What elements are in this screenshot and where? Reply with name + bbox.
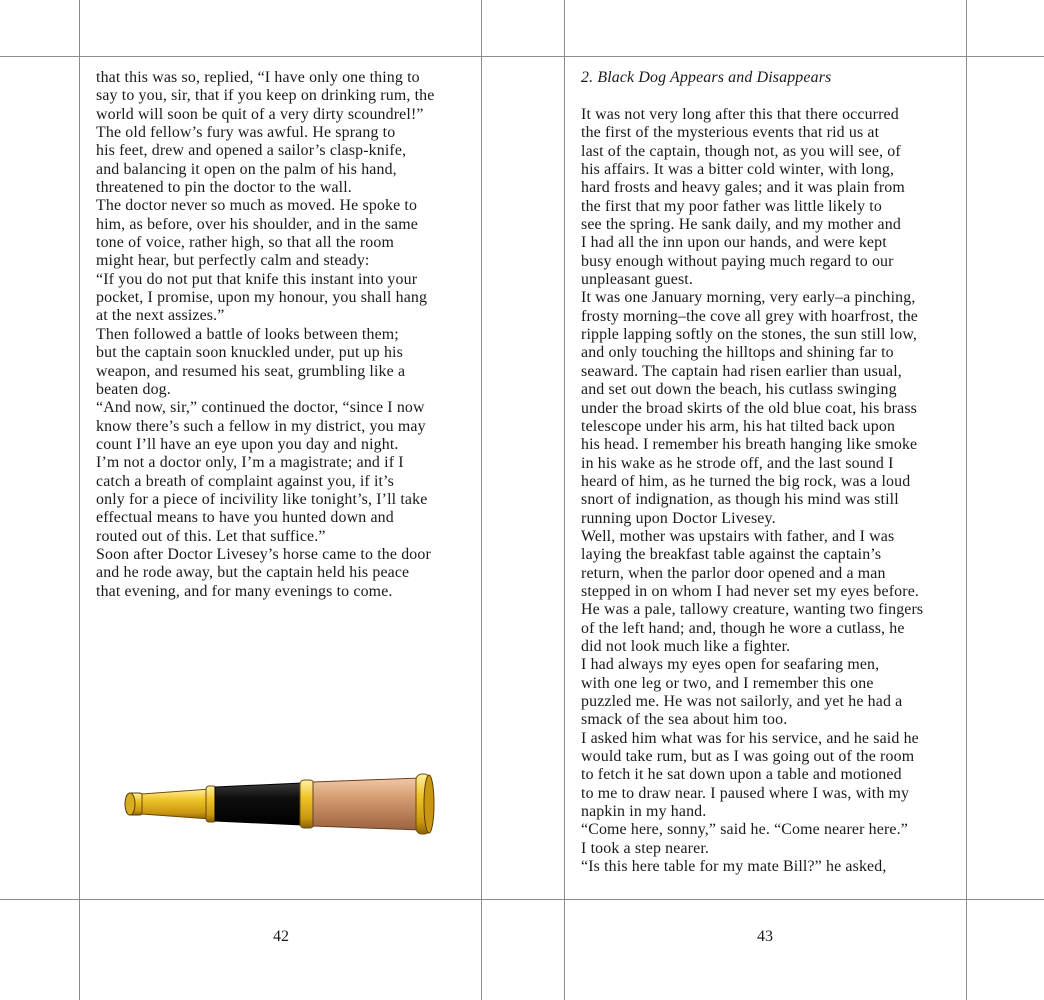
text-line: threatened to pin the doctor to the wall. [96, 179, 352, 197]
right-page-text [581, 106, 953, 876]
text-line: napkin in my hand. [581, 803, 707, 821]
text-line: only for a piece of incivility like tonight’s, I’ll take [96, 490, 428, 508]
page-number: 42 [273, 928, 289, 945]
chapter-heading: 2. Black Dog Appears and Disappears [581, 69, 832, 86]
text-line: telescope under his arm, his hat tilted back upon [581, 417, 896, 435]
text-line: and only touching the hilltops and shining far to [581, 344, 894, 362]
text-line: “And now, sir,” continued the doctor, “since I now [96, 399, 425, 417]
text-line: his feet, drew and opened a sailor’s clasp-knife, [96, 142, 407, 160]
text-line: “If you do not put that knife this instant into your [96, 270, 418, 288]
text-line: “Come here, sonny,” said he. “Come nearer here.” [581, 821, 908, 839]
text-line: He was a pale, tallowy creature, wanting two fingers [581, 601, 924, 619]
text-line: at the next assizes.” [96, 307, 225, 325]
page-number: 43 [757, 928, 773, 945]
text-line: unpleasant guest. [581, 271, 693, 289]
text-line: his head. I remember his breath hanging like smoke [581, 436, 918, 454]
text-line: snort of indignation, as though his mind was still [581, 491, 899, 509]
text-line: The old fellow’s fury was awful. He sprang to [96, 124, 396, 142]
text-line: catch a breath of complaint against you, if it’s [96, 472, 394, 490]
trim-line [79, 0, 80, 1000]
text-line: running upon Doctor Livesey. [581, 509, 776, 527]
text-line: but the captain soon knuckled under, put up his [96, 344, 403, 362]
text-line: seaward. The captain had risen earlier than usual, [581, 362, 902, 380]
text-line: with one leg or two, and I remember this one [581, 674, 874, 692]
text-line: might hear, but perfectly calm and steady: [96, 252, 370, 270]
text-line: that this was so, replied, “I have only one thing to [96, 69, 420, 86]
text-line: It was not very long after this that there occurred [581, 106, 899, 123]
text-line: beaten dog. [96, 380, 171, 398]
text-line: the first that my poor father was little likely to [581, 197, 882, 215]
text-line: I took a step nearer. [581, 839, 710, 857]
trim-line [966, 0, 967, 1000]
text-line: to fetch it he sat down upon a table and motioned [581, 766, 902, 784]
text-line: and he rode away, but the captain held his peace [96, 564, 410, 582]
text-line: Soon after Doctor Livesey’s horse came to the door [96, 545, 431, 563]
text-line: heard of him, as he turned the big rock, was a loud [581, 472, 911, 490]
text-line: smack of the sea about him too. [581, 711, 788, 729]
text-line: and balancing it open on the palm of his hand, [96, 160, 397, 178]
text-line: return, when the parlor door opened and a man [581, 564, 886, 582]
text-line: tone of voice, rather high, so that all the room [96, 234, 395, 252]
text-line: effectual means to have you hunted down and [96, 509, 394, 527]
text-line: under the broad skirts of the old blue coat, his brass [581, 399, 917, 417]
text-line: I had always my eyes open for seafaring men, [581, 656, 880, 674]
text-line: did not look much like a fighter. [581, 637, 791, 655]
text-line: in his wake as he strode off, and the last sound I [581, 454, 894, 472]
trim-line [0, 56, 1044, 57]
text-line: frosty morning–the cove all grey with hoarfrost, the [581, 307, 919, 325]
text-line: would take rum, but as I was going out of the room [581, 748, 915, 766]
text-line: know there’s such a fellow in my district, you may [96, 417, 426, 435]
text-line: his affairs. It was a bitter cold winter, with long, [581, 161, 895, 179]
text-line: last of the captain, though not, as you will see, of [581, 142, 901, 160]
text-line: hard frosts and heavy gales; and it was plain from [581, 179, 905, 197]
text-line: Well, mother was upstairs with father, and I was [581, 527, 895, 545]
text-line: laying the breakfast table against the captain’s [581, 546, 882, 564]
text-line: I’m not a doctor only, I’m a magistrate; and if I [96, 454, 404, 472]
text-line: that evening, and for many evenings to come. [96, 582, 393, 600]
text-line: busy enough without paying much regard to our [581, 252, 894, 270]
spyglass-icon [120, 772, 440, 840]
text-line: the first of the mysterious events that rid us at [581, 124, 880, 142]
trim-line [564, 0, 565, 1000]
text-line: puzzled me. He was not sailorly, and yet he had a [581, 693, 903, 710]
text-line: count I’ll have an eye upon you day and night. [96, 435, 399, 453]
trim-line [481, 0, 482, 1000]
text-line: weapon, and resumed his seat, grumbling like a [96, 362, 406, 380]
text-line: pocket, I promise, upon my honour, you shall hang [96, 289, 428, 307]
text-line: to me to draw near. I paused where I was, with my [581, 784, 910, 802]
text-line: say to you, sir, that if you keep on drinking rum, the [96, 87, 435, 105]
text-line: and set out down the beach, his cutlass swinging [581, 381, 897, 399]
text-line: I asked him what was for his service, and he said he [581, 729, 919, 747]
text-line: world will soon be quit of a very dirty scoundrel!” [96, 105, 424, 123]
text-line: “Is this here table for my mate Bill?” he asked, [581, 858, 887, 876]
text-line: Then followed a battle of looks between them; [96, 325, 399, 343]
text-line: stepped in on whom I had never set my eyes before. [581, 582, 920, 600]
text-line: ripple lapping softly on the stones, the sun still low, [581, 326, 918, 344]
text-line: The doctor never so much as moved. He spoke to [96, 197, 418, 215]
text-line: routed out of this. Let that suffice.” [96, 527, 326, 545]
text-line: I had all the inn upon our hands, and were kept [581, 234, 887, 252]
text-line: see the spring. He sank daily, and my mother and [581, 216, 901, 234]
text-line: of the left hand; and, though he wore a cutlass, he [581, 619, 905, 637]
trim-line [0, 899, 1044, 900]
text-line: him, as before, over his shoulder, and in the same [96, 215, 418, 233]
text-line: It was one January morning, very early–a pinching, [581, 289, 916, 307]
left-page-text [96, 69, 468, 601]
